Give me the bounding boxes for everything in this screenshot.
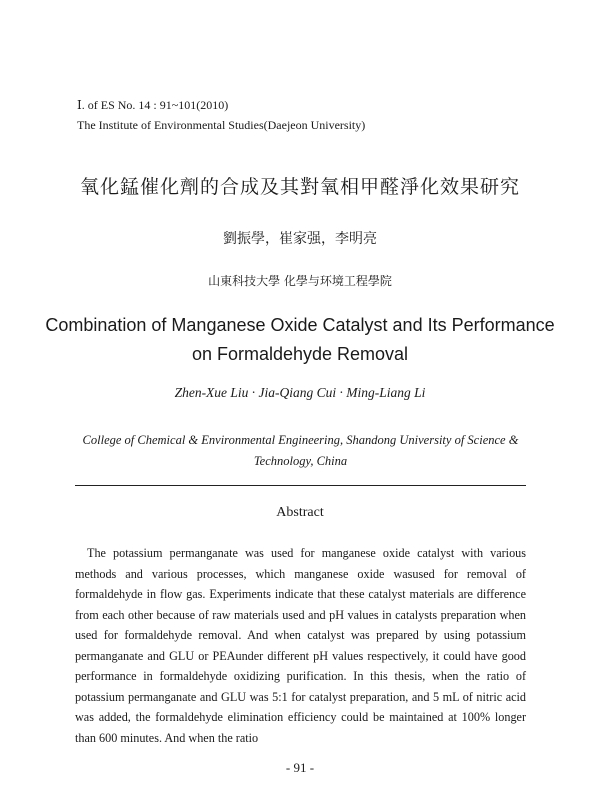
- english-title-line-2: on Formaldehyde Removal: [191, 344, 409, 364]
- chinese-affiliation: 山東科技大學 化學与环境工程學院: [208, 274, 392, 288]
- chinese-title: 氧化錳催化劑的合成及其對氧相甲醛淨化效果研究: [79, 176, 520, 198]
- english-affiliation: College of Chemical & Environmental Engineering, Shandong University of Science & Technology, China: [82, 433, 519, 468]
- journal-header: [77, 95, 365, 135]
- english-title-line-1: Combination of Manganese Oxide Catalyst and Its Performance: [45, 315, 555, 335]
- english-title: [0, 311, 600, 369]
- journal-reference: Ⅰ. of ES No. 14 : 91~101(2010): [77, 98, 229, 112]
- institute-name: The Institute of Environmental Studies(Daejeon University): [77, 118, 366, 132]
- horizontal-divider: [75, 485, 526, 486]
- chinese-authors: 劉振學，崔家强，李明亮: [223, 231, 377, 247]
- english-authors: Zhen-Xue Liu · Jia-Qiang Cui · Ming-Liang Li: [174, 385, 426, 400]
- page-number: - 91 -: [285, 760, 315, 775]
- abstract-heading: Abstract: [276, 505, 324, 520]
- abstract-body: The potassium permanganate was used for manganese oxide catalyst with various methods and various processes, which manganese oxide wasused for removal of formaldehyde in flow gas. Experiments indicate that these catalyst materials are difference from each other because of raw materials used and pH values in catalysts preparation when used for formaldehyde removal. And when catalyst was prepared by using potassium permanganate and GLU or PEAunder different pH values respectively, it could have good performance in formaldehyde oxidizing purification. In this thesis, when the ratio of potassium permanganate and GLU was 5:1 for catalyst preparation, and 5 mL of nitric acid was added, the formaldehyde elimination efficiency could be maintained at 100% longer than 600 minutes. And when the ratio: [75, 546, 526, 745]
